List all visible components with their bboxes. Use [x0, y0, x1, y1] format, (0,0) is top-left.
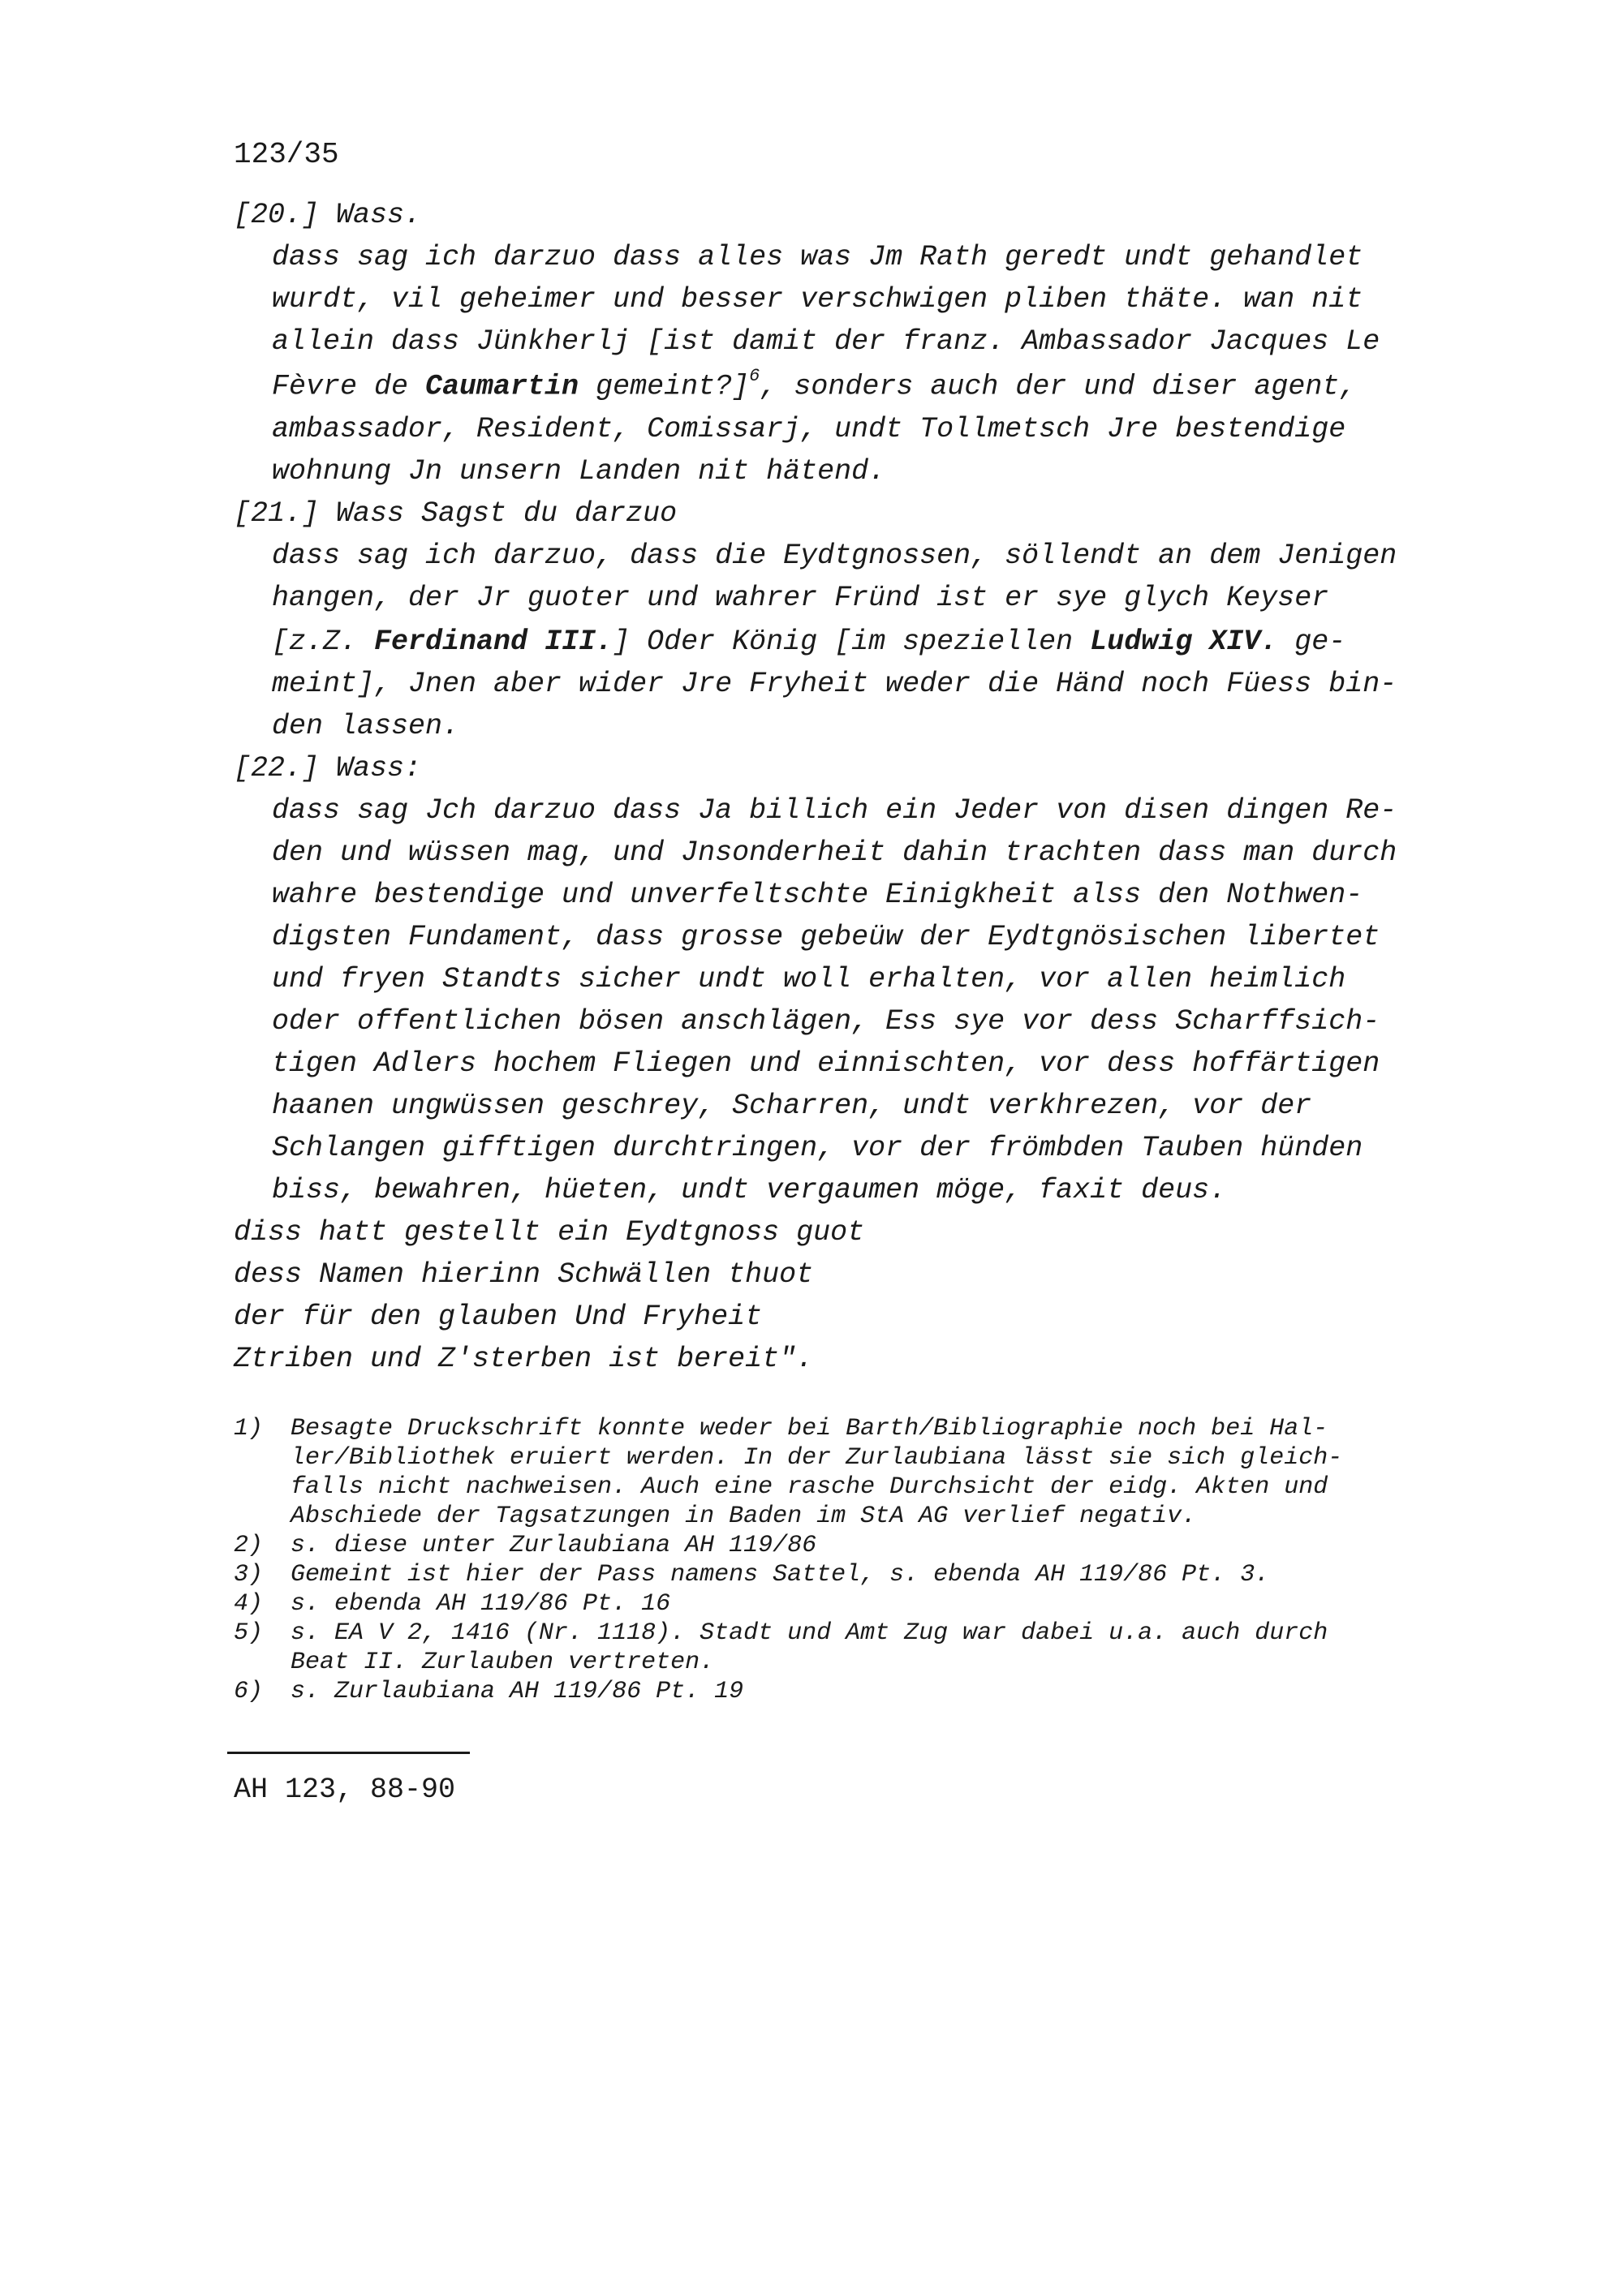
footnote-ref: 6: [749, 366, 760, 386]
verse-line: Ztriben und Z'sterben ist bereit".: [234, 1343, 814, 1375]
entry-22-line: dass sag Jch darzuo dass Ja billich ein Jeder von disen dingen Re-: [272, 794, 1397, 827]
verse-line: dess Namen hierinn Schwällen thuot: [234, 1258, 814, 1291]
line-text: ge-: [1277, 626, 1346, 658]
footnote-number: 4): [234, 1590, 264, 1618]
page-number: 123/35: [234, 138, 339, 171]
entry-20-line: wurdt, vil geheimer und besser verschwigen pliben thäte. wan nit: [272, 283, 1363, 316]
entry-22-line: oder offentlichen bösen anschlägen, Ess sye vor dess Scharffsich-: [272, 1005, 1380, 1038]
entry-22-line: tigen Adlers hochem Fliegen und einnischten, vor dess hoffärtigen: [272, 1047, 1380, 1080]
entry-22-line: digsten Fundament, dass grosse gebeüw der Eydtgnösischen libertet: [272, 921, 1380, 953]
entry-20-line: ambassador, Resident, Comissarj, undt Tollmetsch Jre bestendige: [272, 413, 1346, 445]
entry-21-label: [21.] Wass Sagst du darzuo: [234, 497, 678, 530]
bold-name-caumartin: Caumartin: [425, 370, 579, 403]
verse-line: der für den glauben Und Fryheit: [234, 1301, 763, 1333]
footnote-text: s. Zurlaubiana AH 119/86 Pt. 19: [291, 1678, 744, 1705]
footnote-number: 5): [234, 1619, 264, 1647]
entry-22-line: und fryen Standts sicher undt woll erhalten, vor allen heimlich: [272, 963, 1346, 995]
footnote-number: 2): [234, 1532, 264, 1559]
line-text: ] Oder König [im speziellen: [613, 626, 1091, 658]
entry-22-label: [22.] Wass:: [234, 752, 422, 785]
signature-rule: [227, 1752, 470, 1754]
entry-22-line: haanen ungwüssen geschrey, Scharren, undt verkhrezen, vor der: [272, 1090, 1312, 1122]
footnote-text: s. ebenda AH 119/86 Pt. 16: [291, 1590, 671, 1618]
footnote-text: Besagte Druckschrift konnte weder bei Barth/Bibliographie noch bei Hal-: [291, 1415, 1328, 1443]
footnote-text: ler/Bibliothek eruiert werden. In der Zurlaubiana lässt sie sich gleich-: [291, 1444, 1343, 1472]
footnote-text: falls nicht nachweisen. Auch eine rasche Durchsicht der eidg. Akten und: [291, 1473, 1328, 1501]
entry-20-line: allein dass Jünkherlj [ist damit der franz. Ambassador Jacques Le: [272, 325, 1380, 358]
entry-21-line: dass sag ich darzuo, dass die Eydtgnossen, söllendt an dem Jenigen: [272, 540, 1397, 572]
entry-22-line: Schlangen gifftigen durchtringen, vor der frömbden Tauben hünden: [272, 1132, 1363, 1164]
entry-21-line: den lassen.: [272, 710, 460, 742]
footnote-number: 3): [234, 1561, 264, 1589]
entry-20-label: [20.] Wass.: [234, 199, 422, 231]
entry-20-line: dass sag ich darzuo dass alles was Jm Rath geredt undt gehandlet: [272, 241, 1363, 273]
footnote-number: 6): [234, 1678, 264, 1705]
line-text: [z.Z.: [272, 626, 375, 658]
footnote-text: s. diese unter Zurlaubiana AH 119/86: [291, 1532, 817, 1559]
entry-22-line: biss, bewahren, hüeten, undt vergaumen möge, faxit deus.: [272, 1174, 1227, 1206]
entry-21-line: hangen, der Jr guoter und wahrer Fründ ist er sye glych Keyser: [272, 582, 1329, 614]
line-text: Fèvre de: [272, 370, 426, 403]
bold-name-ferdinand: Ferdinand III.: [374, 626, 613, 658]
footnote-text: Beat II. Zurlauben vertreten.: [291, 1649, 715, 1676]
line-text: , sonders auch der und diser agent,: [760, 370, 1357, 403]
entry-21-line: meint], Jnen aber wider Jre Fryheit weder die Händ noch Füess bin-: [272, 668, 1397, 700]
footnote-text: Gemeint ist hier der Pass namens Sattel, s. ebenda AH 119/86 Pt. 3.: [291, 1561, 1270, 1589]
footnote-text: s. EA V 2, 1416 (Nr. 1118). Stadt und Amt Zug war dabei u.a. auch durch: [291, 1619, 1328, 1647]
entry-21-line: [272, 626, 1345, 658]
entry-20-line: wohnung Jn unsern Landen nit hätend.: [272, 455, 886, 488]
entry-20-line: [272, 366, 1357, 403]
entry-22-line: wahre bestendige und unverfeltschte Einigkheit alss den Nothwen-: [272, 879, 1363, 911]
archive-signature: AH 123, 88-90: [234, 1774, 456, 1806]
line-text: gemeint?]: [579, 370, 750, 403]
footnote-text: Abschiede der Tagsatzungen in Baden im StA AG verlief negativ.: [291, 1503, 1197, 1530]
footnote-number: 1): [234, 1415, 264, 1443]
entry-22-line: den und wüssen mag, und Jnsonderheit dahin trachten dass man durch: [272, 836, 1397, 869]
bold-name-ludwig: Ludwig XIV.: [1090, 626, 1278, 658]
verse-line: diss hatt gestellt ein Eydtgnoss guot: [234, 1216, 865, 1249]
